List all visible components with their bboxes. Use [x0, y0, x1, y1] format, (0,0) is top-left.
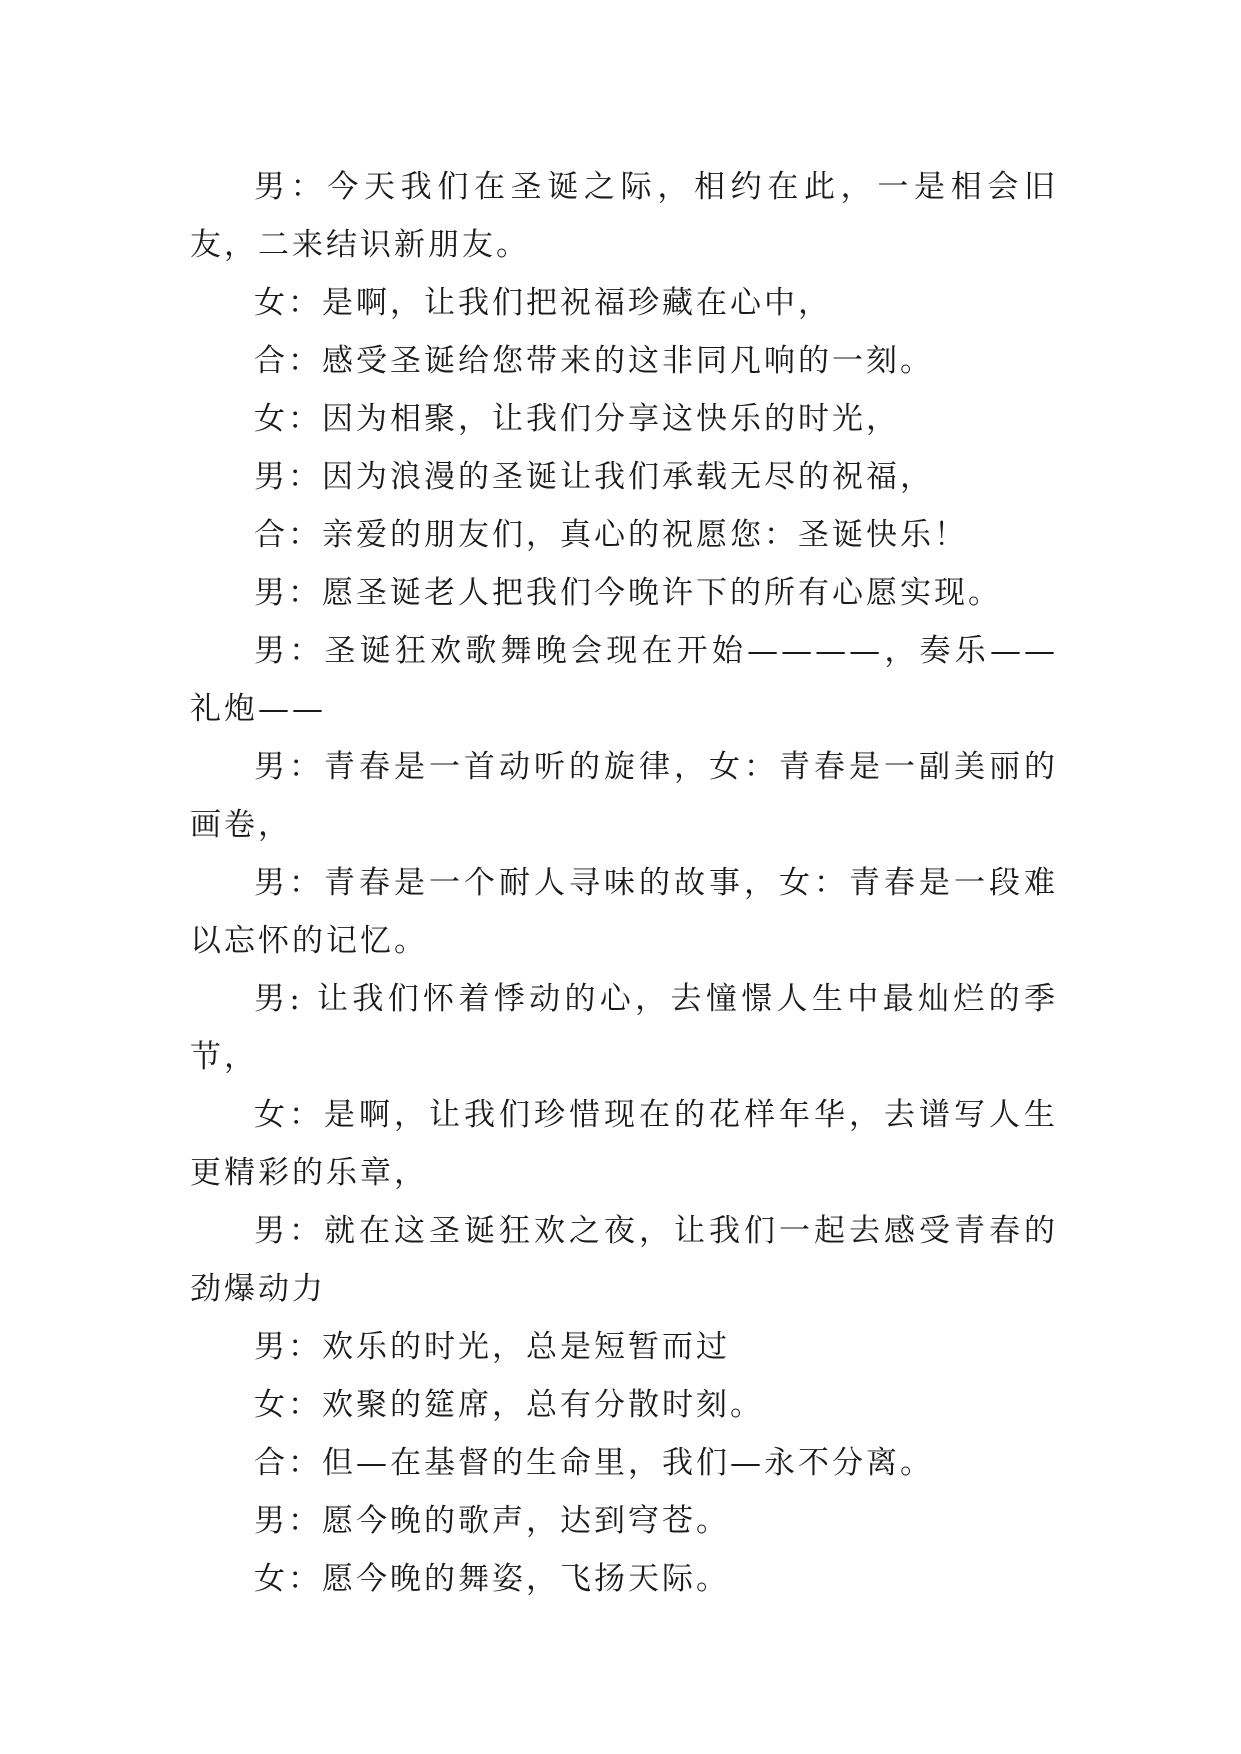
paragraph-16: 合：但—在基督的生命里，我们—永不分离。 — [254, 1445, 934, 1481]
paragraph-13: 男：就在这圣诞狂欢之夜，让我们一起去感受青春的劲爆动力 — [190, 1213, 1058, 1307]
paragraph-11: 男: 让我们怀着悸动的心，去憧憬人生中最灿烂的季节， — [190, 981, 1058, 1075]
paragraph-1: 男：今天我们在圣诞之际，相约在此，一是相会旧友，二来结识新朋友。 — [190, 169, 1058, 263]
paragraph-2: 女：是啊，让我们把祝福珍藏在心中， — [254, 285, 832, 321]
paragraph-7: 男：愿圣诞老人把我们今晚许下的所有心愿实现。 — [254, 575, 1002, 611]
paragraph-10: 男：青春是一个耐人寻味的故事，女：青春是一段难以忘怀的记忆。 — [190, 865, 1058, 959]
paragraph-15: 女：欢聚的筵席，总有分散时刻。 — [254, 1387, 764, 1423]
paragraph-9: 男：青春是一首动听的旋律，女：青春是一副美丽的画卷， — [190, 749, 1058, 843]
paragraph-17: 男：愿今晚的歌声，达到穹苍。 — [254, 1503, 730, 1539]
paragraph-14: 男：欢乐的时光，总是短暂而过 — [254, 1329, 730, 1365]
paragraph-4: 女：因为相聚，让我们分享这快乐的时光， — [254, 401, 900, 437]
paragraph-12: 女：是啊，让我们珍惜现在的花样年华，去谱写人生更精彩的乐章， — [190, 1097, 1058, 1191]
paragraph-18: 女：愿今晚的舞姿，飞扬天际。 — [254, 1561, 730, 1597]
paragraph-6: 合：亲爱的朋友们，真心的祝愿您：圣诞快乐！ — [254, 517, 968, 553]
paragraph-3: 合：感受圣诞给您带来的这非同凡响的一刻。 — [254, 343, 934, 379]
paragraph-5: 男：因为浪漫的圣诞让我们承载无尽的祝福， — [254, 459, 934, 495]
paragraph-8: 男：圣诞狂欢歌舞晚会现在开始————，奏乐——礼炮—— — [190, 633, 1058, 727]
document-body — [190, 158, 1058, 1608]
